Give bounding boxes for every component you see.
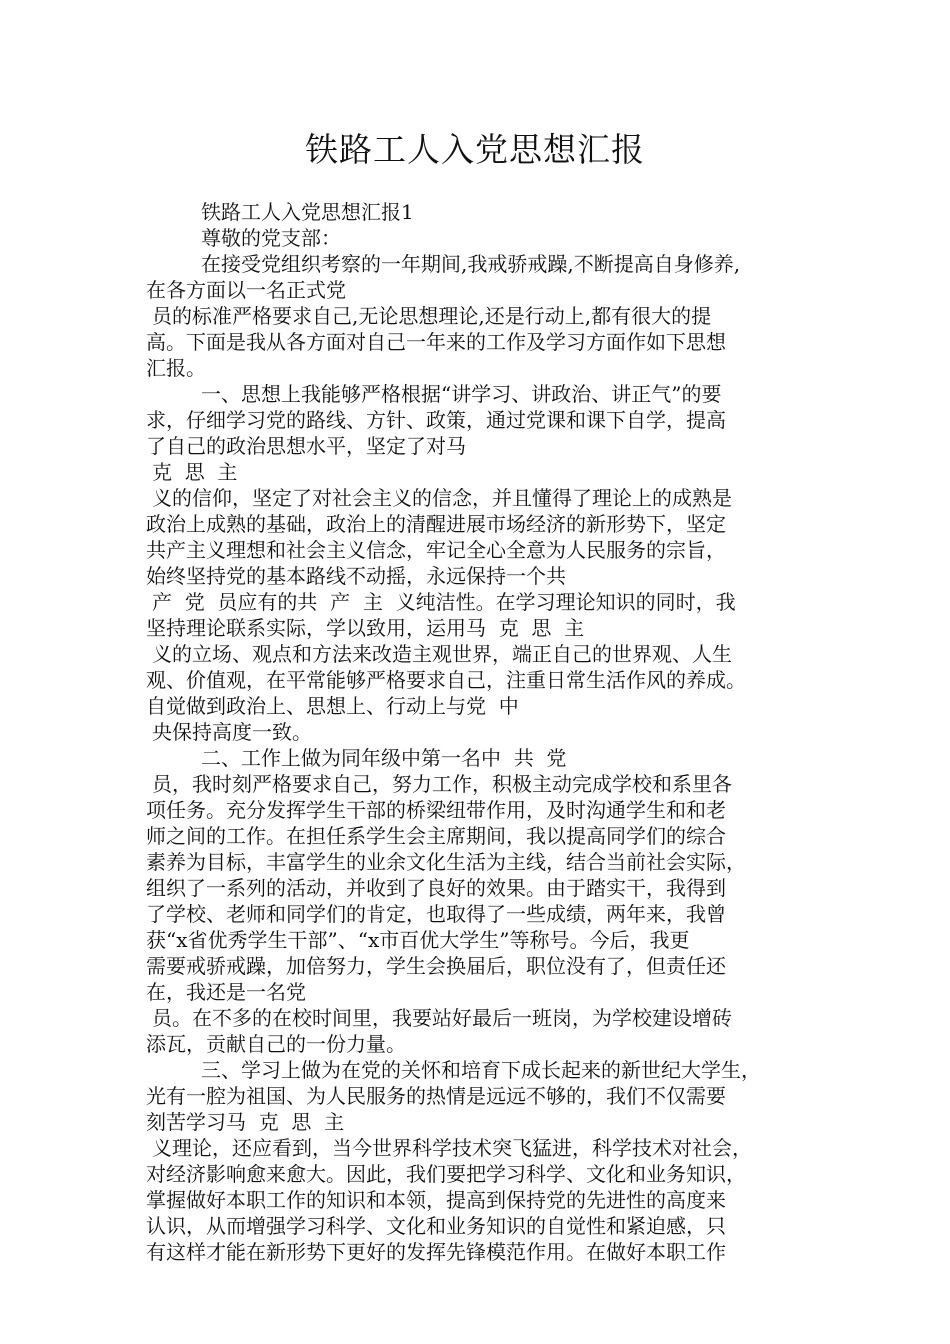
paragraph-line: 师之间的工作。在担任系学生会主席期间，我以提高同学们的综合	[146, 824, 726, 848]
paragraph-line: 在各方面以一名正式党	[146, 278, 346, 302]
paragraph-line: 政治上成熟的基础，政治上的清醒进展市场经济的新形势下，坚定	[146, 512, 726, 536]
document-body	[146, 199, 818, 1265]
paragraph-line: 对经济影响愈来愈大。因此，我们要把学习科学、文化和业务知识，	[146, 1162, 746, 1186]
paragraph-line: 员，我时刻严格要求自己，努力工作，积极主动完成学校和系里各	[152, 772, 732, 796]
paragraph-line: 光有一腔为祖国、为人民服务的热情是远远不够的，我们不仅需要	[146, 1084, 726, 1108]
paragraph-line: 二、工作上做为同年级中第一名中 共 党	[201, 746, 567, 770]
paragraph-line: 尊敬的党支部：	[201, 226, 341, 250]
paragraph-line: 义的立场、观点和方法来改造主观世界，端正自己的世界观、人生	[152, 642, 732, 666]
paragraph-line: 自觉做到政治上、思想上、行动上与党 中	[146, 694, 519, 718]
paragraph-line: 义理论，还应看到，当今世界科学技术突飞猛进，科学技术对社会，	[152, 1136, 752, 1160]
paragraph-line: 央保持高度一致。	[152, 720, 312, 744]
paragraph-line: 义的信仰，坚定了对社会主义的信念，并且懂得了理论上的成熟是	[152, 486, 732, 510]
paragraph-line: 获“x省优秀学生干部”、“x市百优大学生”等称号。今后，我更	[146, 928, 690, 952]
paragraph-line: 素养为目标，丰富学生的业余文化生活为主线，结合当前社会实际，	[146, 850, 746, 874]
paragraph-line: 组织了一系列的活动，并收到了良好的效果。由于踏实干，我得到	[146, 876, 726, 900]
paragraph-line: 求，仔细学习党的路线、方针、政策，通过党课和课下自学，提高	[146, 408, 726, 432]
paragraph-line: 观、价值观，在平常能够严格要求自己，注重日常生活作风的养成。	[146, 668, 746, 692]
paragraph-line: 刻苦学习马 克 思 主	[146, 1110, 345, 1134]
paragraph-line: 需要戒骄戒躁，加倍努力，学生会换届后，职位没有了，但责任还	[146, 954, 726, 978]
paragraph-line: 三、学习上做为在党的关怀和培育下成长起来的新世纪大学生，	[201, 1058, 761, 1082]
paragraph-line: 项任务。充分发挥学生干部的桥梁纽带作用，及时沟通学生和和老	[146, 798, 726, 822]
paragraph-line: 产 党 员应有的共 产 主 义纯洁性。在学习理论知识的同时，我	[152, 590, 736, 614]
paragraph-line: 认识，从而增强学习科学、文化和业务知识的自觉性和紧迫感，只	[146, 1214, 726, 1238]
paragraph-line: 高。下面是我从各方面对自己一年来的工作及学习方面作如下思想	[146, 330, 726, 354]
paragraph-line: 在接受党组织考察的一年期间,我戒骄戒躁,不断提高自身修养,	[201, 252, 741, 276]
paragraph-line: 克 思 主	[152, 460, 238, 484]
paragraph-line: 了自己的政治思想水平，坚定了对马	[146, 434, 466, 458]
paragraph-line: 一、思想上我能够严格根据“讲学习、讲政治、讲正气”的要	[201, 382, 722, 406]
paragraph-line: 共产主义理想和社会主义信念，牢记全心全意为人民服务的宗旨，	[146, 538, 726, 562]
paragraph-line: 铁路工人入党思想汇报1	[201, 200, 414, 224]
document-title: 铁路工人入党思想汇报	[305, 130, 645, 169]
paragraph-line: 员的标准严格要求自己,无论思想理论,还是行动上,都有很大的提	[152, 304, 712, 328]
paragraph-line: 在，我还是一名党	[146, 980, 306, 1004]
paragraph-line: 汇报。	[146, 356, 206, 380]
paragraph-line: 了学校、老师和同学们的肯定，也取得了一些成绩，两年来，我曾	[146, 902, 726, 926]
paragraph-line: 有这样才能在新形势下更好的发挥先锋模范作用。在做好本职工作	[146, 1240, 726, 1264]
paragraph-line: 员。在不多的在校时间里，我要站好最后一班岗，为学校建设增砖	[152, 1006, 732, 1030]
paragraph-line: 坚持理论联系实际，学以致用，运用马 克 思 主	[146, 616, 585, 640]
paragraph-line: 添瓦，贡献自己的一份力量。	[146, 1032, 406, 1056]
paragraph-line: 掌握做好本职工作的知识和本领，提高到保持党的先进性的高度来	[146, 1188, 726, 1212]
paragraph-line: 始终坚持党的基本路线不动摇，永远保持一个共	[146, 564, 566, 588]
